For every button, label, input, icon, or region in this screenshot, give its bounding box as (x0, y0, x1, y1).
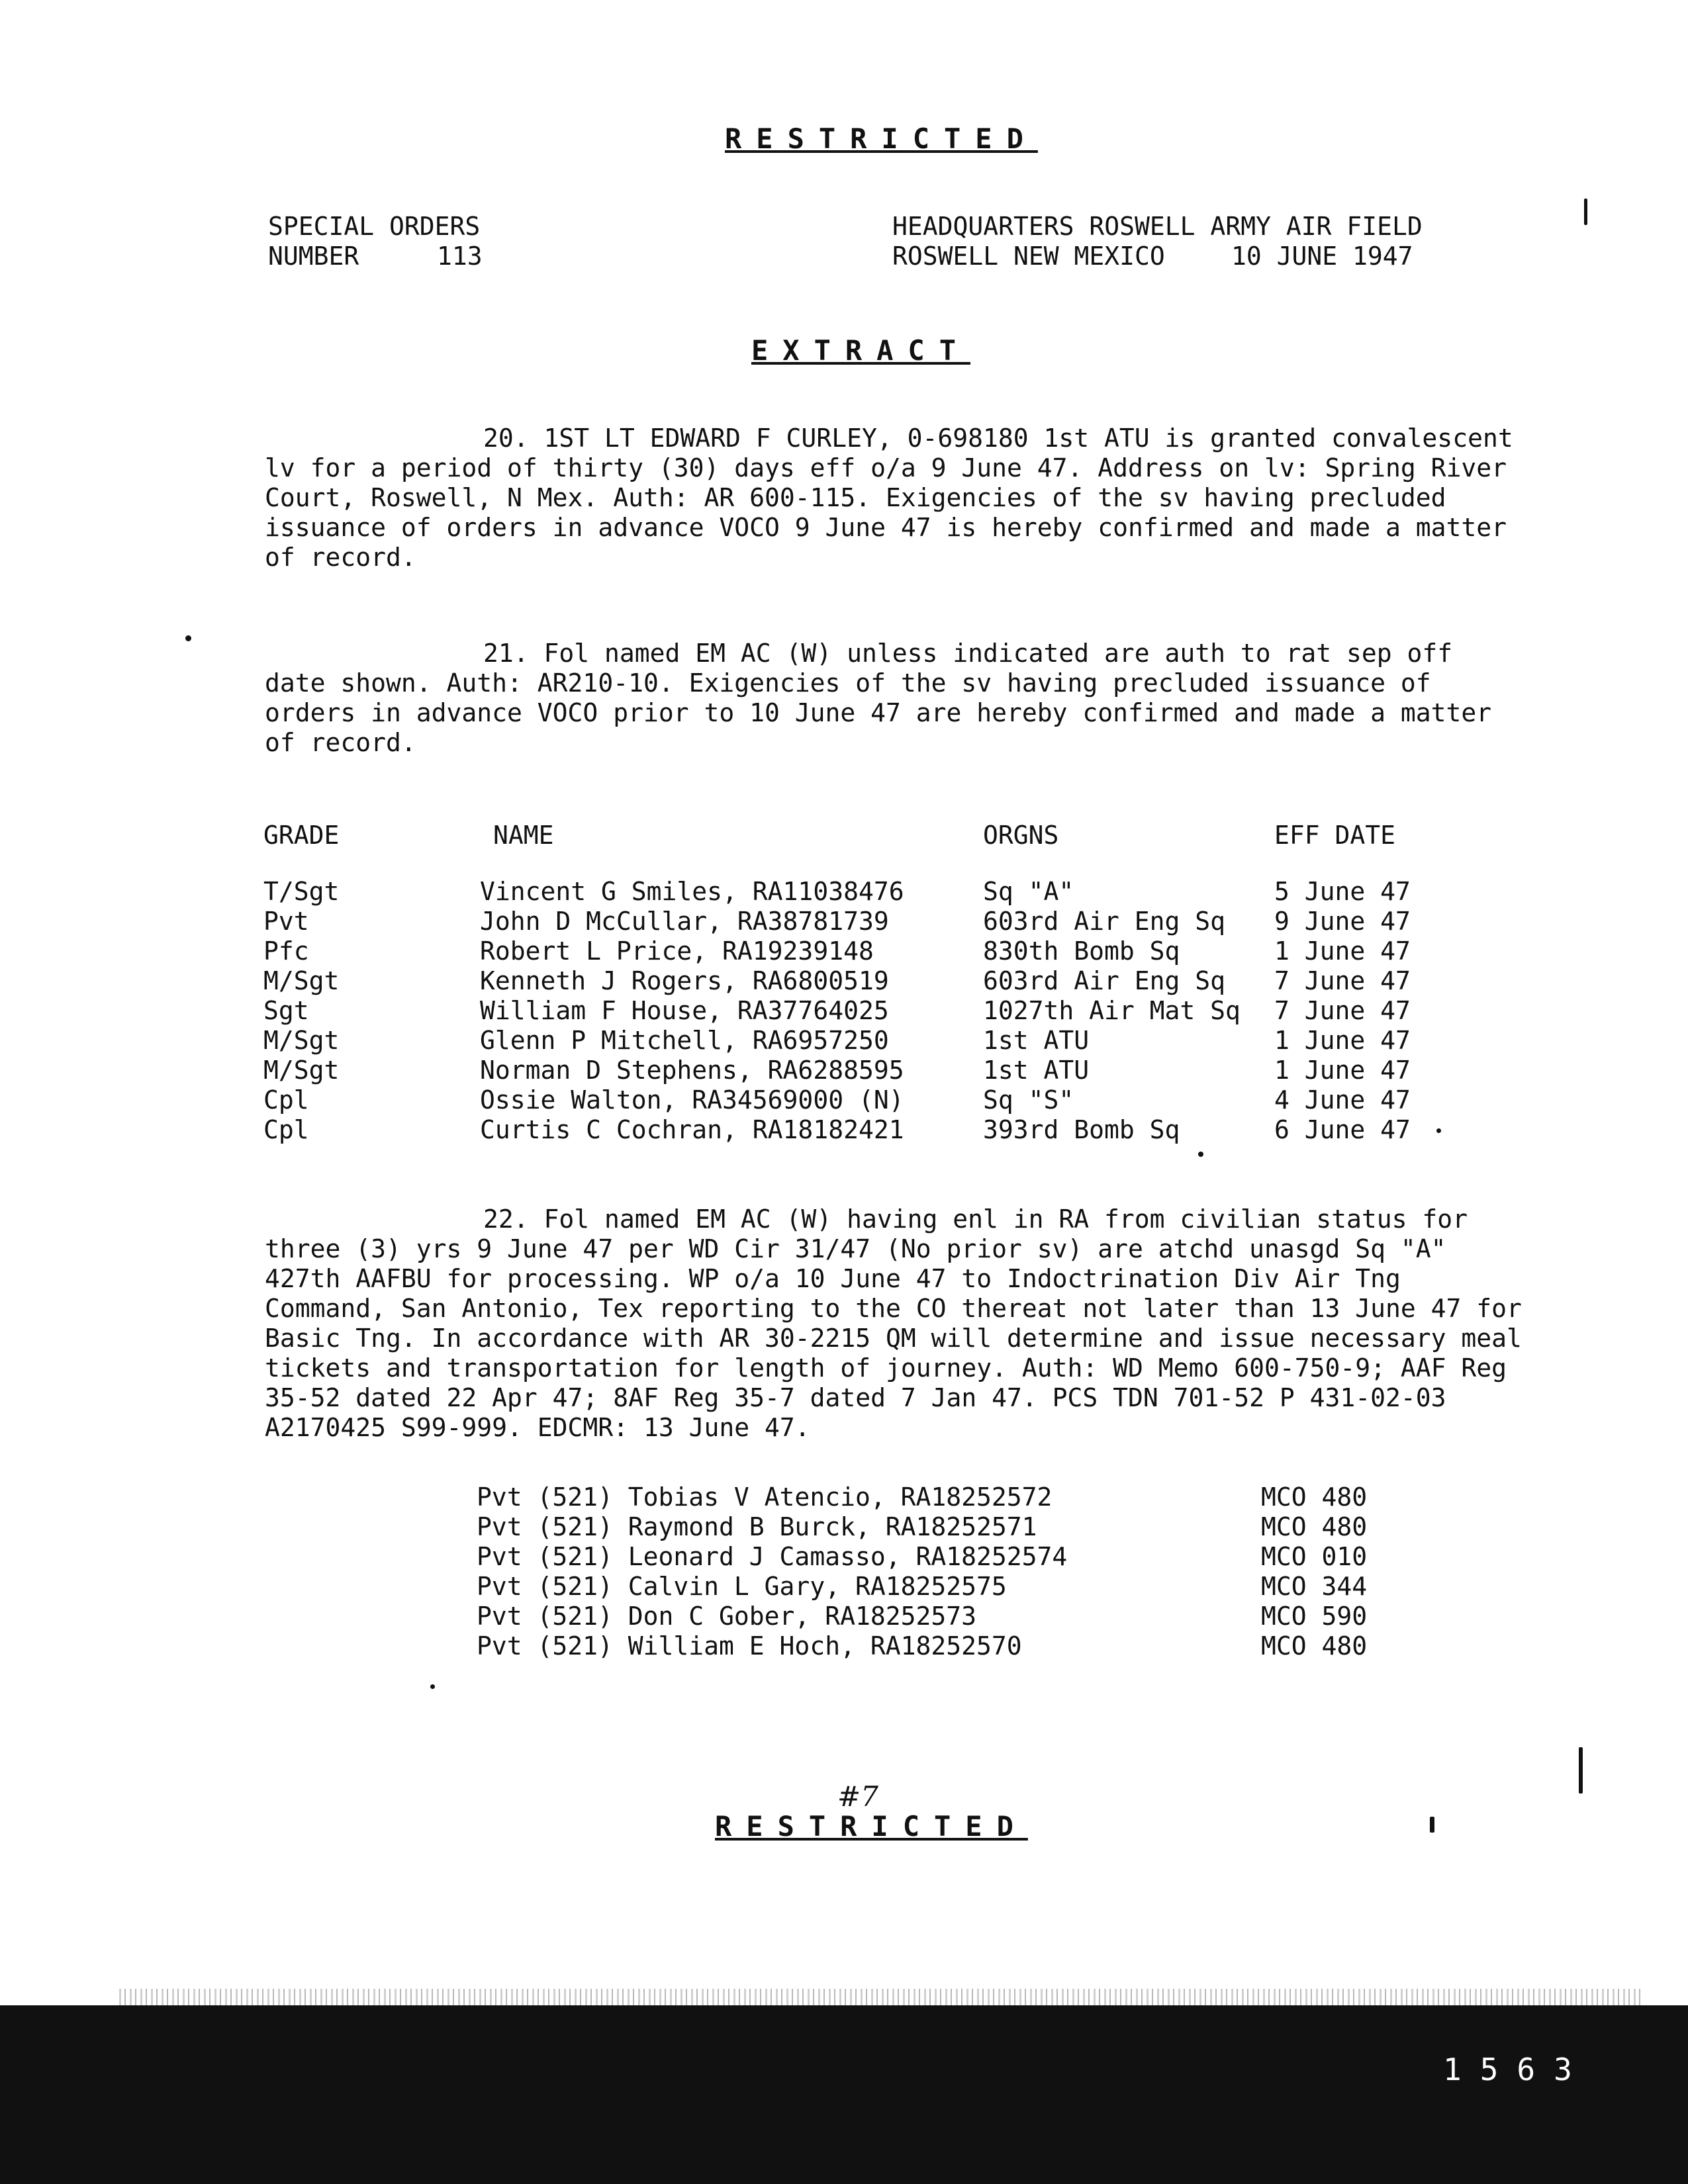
extract-title: EXTRACT (751, 334, 971, 367)
row-organization: 1027th Air Mat Sq (983, 996, 1241, 1025)
location-line: ROSWELL NEW MEXICO (892, 242, 1165, 271)
row-eff-date: 1 June 47 (1274, 1056, 1411, 1085)
row-grade: M/Sgt (263, 966, 340, 995)
row-organization: 603rd Air Eng Sq (983, 907, 1226, 936)
enlistee-mco: MCO 480 (1261, 1512, 1368, 1541)
row-organization: 830th Bomb Sq (983, 936, 1180, 966)
enlistee-name: Pvt (521) Don C Gober, RA18252573 (477, 1602, 976, 1631)
enlistee-name: Pvt (521) Raymond B Burck, RA18252571 (477, 1512, 1037, 1541)
row-eff-date: 6 June 47 (1274, 1115, 1411, 1144)
archive-page-number: 1563 (1443, 2052, 1591, 2087)
scan-speck (185, 635, 191, 641)
row-grade: T/Sgt (263, 877, 340, 906)
row-name: Ossie Walton, RA34569000 (N) (480, 1085, 904, 1115)
scan-speck (1430, 1817, 1434, 1833)
scan-speck (1198, 1152, 1203, 1157)
row-organization: Sq "A" (983, 877, 1074, 906)
headquarters-line: HEADQUARTERS ROSWELL ARMY AIR FIELD (892, 212, 1423, 241)
paragraph-20-text: 20. 1ST LT EDWARD F CURLEY, 0-698180 1st ATU is granted convalescent lv for a period of thirty (30) days eff o/a 9 June 47. Address on lv: Spring River Court, Roswell, N Mex. Auth: AR 600-115. Exigencies of the sv having precluded issuance of orders in advance VOCO 9 June 47 is hereby confirmed and made a matter of record. (265, 424, 1513, 572)
row-eff-date: 4 June 47 (1274, 1085, 1411, 1115)
enlistee-name: Pvt (521) Calvin L Gary, RA18252575 (477, 1572, 1007, 1601)
enlistee-name: Pvt (521) Leonard J Camasso, RA18252574 (477, 1542, 1068, 1571)
row-grade: M/Sgt (263, 1026, 340, 1055)
column-header-name: NAME (493, 821, 554, 850)
row-name: Curtis C Cochran, RA18182421 (480, 1115, 904, 1144)
column-header-grade: GRADE (263, 821, 340, 850)
scan-speck (1436, 1128, 1441, 1133)
paragraph-22-text: 22. Fol named EM AC (W) having enl in RA from civilian status for three (3) yrs 9 June 47 per WD Cir 31/47 (No prior sv) are atchd unasgd Sq "A" 427th AAFBU for processing. WP o/a 10 June 47 to Indoctrination Div Air Tng Command, San Antonio, Tex reporting to the CO thereat not later than 13 June 47 for Basic Tng. In accordance with AR 30-2215 QM will determine and issue necessary meal tickets and transportation for length of journey. Auth: WD Memo 600-750-9; AAF Reg 35-52 dated 22 Apr 47; 8AF Reg 35-7 dated 7 Jan 47. PCS TDN 701-52 P 431-02-03 A2170425 S99-999. EDCMR: 13 June 47. (265, 1205, 1522, 1442)
handwritten-page-mark: #7 (837, 1780, 878, 1813)
enlistee-mco: MCO 344 (1261, 1572, 1368, 1601)
row-organization: 1st ATU (983, 1056, 1090, 1085)
scan-border (0, 2005, 1688, 2184)
scan-speck (430, 1684, 435, 1689)
row-eff-date: 1 June 47 (1274, 1026, 1411, 1055)
row-name: Robert L Price, RA19239148 (480, 936, 874, 966)
paragraph-20 (265, 424, 1523, 572)
row-name: Vincent G Smiles, RA11038476 (480, 877, 904, 906)
paragraph-21 (265, 639, 1523, 758)
order-number: 113 (437, 242, 483, 271)
paragraph-22 (265, 1205, 1523, 1443)
row-grade: Sgt (263, 996, 309, 1025)
row-grade: Cpl (263, 1085, 309, 1115)
row-name: Norman D Stephens, RA6288595 (480, 1056, 904, 1085)
bottom-classification-marking: RESTRICTED (715, 1810, 1028, 1843)
row-eff-date: 9 June 47 (1274, 907, 1411, 936)
row-grade: Cpl (263, 1115, 309, 1144)
row-name: William F House, RA37764025 (480, 996, 889, 1025)
enlistee-mco: MCO 010 (1261, 1542, 1368, 1571)
row-grade: Pfc (263, 936, 309, 966)
enlistee-name: Pvt (521) Tobias V Atencio, RA18252572 (477, 1482, 1053, 1512)
row-grade: Pvt (263, 907, 309, 936)
row-name: Kenneth J Rogers, RA6800519 (480, 966, 889, 995)
column-header-eff-date: EFF DATE (1274, 821, 1396, 850)
scan-speck (1584, 199, 1587, 225)
row-organization: 603rd Air Eng Sq (983, 966, 1226, 995)
row-name: John D McCullar, RA38781739 (480, 907, 889, 936)
row-eff-date: 7 June 47 (1274, 966, 1411, 995)
enlistee-name: Pvt (521) William E Hoch, RA18252570 (477, 1631, 1022, 1661)
row-organization: 393rd Bomb Sq (983, 1115, 1180, 1144)
enlistee-mco: MCO 590 (1261, 1602, 1368, 1631)
scan-speck (1579, 1747, 1583, 1794)
row-eff-date: 1 June 47 (1274, 936, 1411, 966)
order-date: 10 JUNE 1947 (1231, 242, 1413, 271)
number-label: NUMBER (268, 242, 359, 271)
special-orders-label: SPECIAL ORDERS (268, 212, 481, 241)
column-header-orgns: ORGNS (983, 821, 1059, 850)
top-classification-marking: RESTRICTED (725, 122, 1038, 155)
row-eff-date: 5 June 47 (1274, 877, 1411, 906)
paragraph-21-text: 21. Fol named EM AC (W) unless indicated are auth to rat sep off date shown. Auth: AR210-10. Exigencies of the sv having precluded issuance of orders in advance VOCO prior to 10 June 47 are hereby confirmed and made a matter of record. (265, 639, 1492, 757)
row-name: Glenn P Mitchell, RA6957250 (480, 1026, 889, 1055)
row-organization: 1st ATU (983, 1026, 1090, 1055)
enlistee-mco: MCO 480 (1261, 1631, 1368, 1661)
row-eff-date: 7 June 47 (1274, 996, 1411, 1025)
enlistee-mco: MCO 480 (1261, 1482, 1368, 1512)
row-grade: M/Sgt (263, 1056, 340, 1085)
row-organization: Sq "S" (983, 1085, 1074, 1115)
